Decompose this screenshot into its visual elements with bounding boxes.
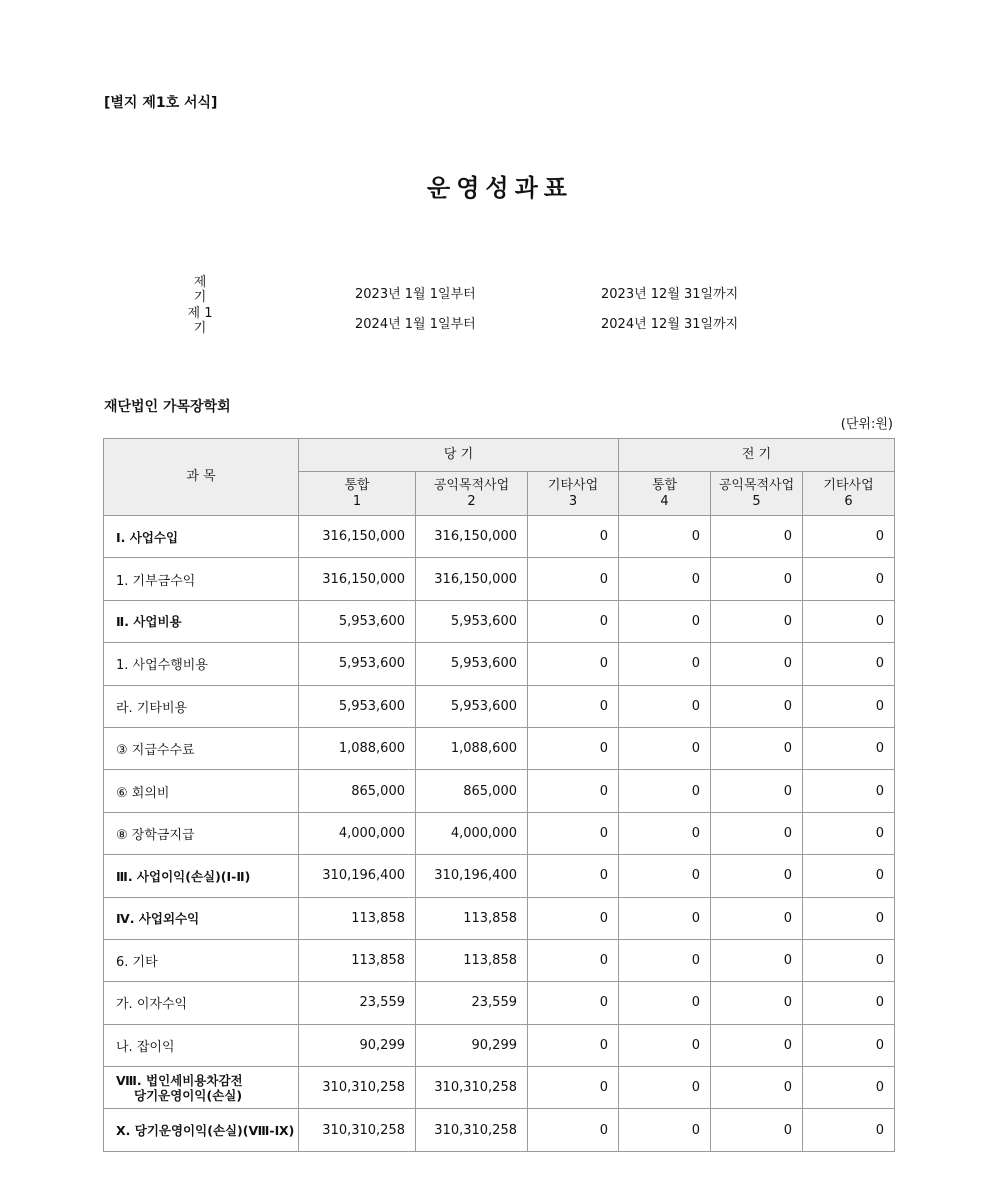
table-cell: 0 [528, 1109, 619, 1151]
column-header-number: 3 [568, 493, 578, 509]
table-cell: 4,000,000 [416, 812, 528, 854]
table-cell: 0 [528, 939, 619, 981]
table-cell: 23,559 [299, 982, 416, 1024]
table-cell: 5,953,600 [416, 643, 528, 685]
previous-period-label-line1: 제 [193, 275, 207, 290]
previous-period-header: 전 기 [619, 439, 895, 472]
table-cell: 113,858 [299, 897, 416, 939]
table-cell: 0 [528, 727, 619, 769]
table-cell: 0 [711, 770, 803, 812]
table-cell: 0 [528, 600, 619, 642]
column-header-name: 공익목적사업 [718, 477, 795, 493]
table-cell: 0 [528, 643, 619, 685]
table-row [104, 558, 895, 600]
column-header-name: 통합 [344, 477, 370, 493]
column-header-number: 5 [752, 493, 761, 509]
table-cell: 0 [619, 1109, 711, 1151]
operating-results-table [103, 438, 895, 1152]
table-cell: 4,000,000 [299, 812, 416, 854]
row-label: 1. 사업수행비용 [104, 643, 299, 685]
row-label: 가. 이자수익 [104, 982, 299, 1024]
table-cell: 865,000 [299, 770, 416, 812]
unit-label: (단위:원) [840, 417, 893, 432]
table-cell: 0 [803, 1024, 895, 1066]
row-label: ⑥ 회의비 [104, 770, 299, 812]
table-cell: 0 [528, 1067, 619, 1109]
table-cell: 310,310,258 [299, 1067, 416, 1109]
table-cell: 5,953,600 [299, 643, 416, 685]
column-header-name: 공익목적사업 [433, 477, 510, 493]
table-row [104, 600, 895, 642]
previous-period-label-line2: 기 [193, 290, 207, 305]
table-cell: 0 [803, 770, 895, 812]
table-cell: 0 [711, 558, 803, 600]
table-cell: 1,088,600 [416, 727, 528, 769]
table-cell: 0 [803, 939, 895, 981]
table-cell: 0 [711, 600, 803, 642]
current-period-to: 2024년 12월 31일까지 [601, 317, 739, 332]
table-cell: 0 [711, 643, 803, 685]
column-header-number: 6 [844, 493, 853, 509]
row-label: Ⅲ. 사업이익(손실)(Ⅰ-Ⅱ) [104, 855, 299, 897]
table-cell: 310,196,400 [299, 855, 416, 897]
table-cell: 0 [619, 600, 711, 642]
table-cell: 0 [619, 1067, 711, 1109]
current-period-label-line1: 제 1 [187, 306, 213, 321]
table-cell: 0 [711, 685, 803, 727]
table-cell: 0 [711, 1109, 803, 1151]
table-cell: 0 [528, 812, 619, 854]
table-cell: 316,150,000 [416, 558, 528, 600]
table-row [104, 685, 895, 727]
column-header [528, 472, 619, 516]
table-row [104, 982, 895, 1024]
table-cell: 5,953,600 [416, 600, 528, 642]
table-row [104, 812, 895, 854]
table-cell: 0 [711, 897, 803, 939]
column-header-name: 통합 [651, 477, 678, 493]
table-cell: 0 [528, 685, 619, 727]
table-cell: 113,858 [416, 939, 528, 981]
table-cell: 1,088,600 [299, 727, 416, 769]
table-cell: 0 [619, 516, 711, 558]
row-label: ③ 지급수수료 [104, 727, 299, 769]
table-cell: 0 [803, 812, 895, 854]
table-cell: 0 [803, 600, 895, 642]
table-cell: 0 [711, 855, 803, 897]
table-cell: 316,150,000 [416, 516, 528, 558]
column-header-number: 2 [467, 493, 476, 509]
previous-period-label [170, 275, 230, 305]
row-label [104, 1067, 299, 1109]
table-cell: 113,858 [299, 939, 416, 981]
column-header [299, 472, 416, 516]
row-label: 라. 기타비용 [104, 685, 299, 727]
table-cell: 0 [803, 643, 895, 685]
table-row [104, 1024, 895, 1066]
row-label: 나. 잡이익 [104, 1024, 299, 1066]
table-cell: 0 [803, 982, 895, 1024]
table-cell: 865,000 [416, 770, 528, 812]
column-header [803, 472, 895, 516]
form-number-label: [별지 제1호 서식] [104, 95, 218, 111]
table-cell: 0 [711, 1067, 803, 1109]
column-header [416, 472, 528, 516]
table-cell: 0 [619, 812, 711, 854]
row-label-line2: 당기운영이익(손실) [134, 1087, 243, 1103]
table-cell: 0 [803, 1109, 895, 1151]
table-row [104, 516, 895, 558]
row-label: 1. 기부금수익 [104, 558, 299, 600]
page-title: 운영성과표 [427, 174, 573, 202]
table-cell: 0 [711, 939, 803, 981]
table-cell: 23,559 [416, 982, 528, 1024]
column-header [711, 472, 803, 516]
column-header-name: 기타사업 [823, 477, 874, 493]
row-label: Ⅹ. 당기운영이익(손실)(Ⅷ-Ⅸ) [104, 1109, 299, 1151]
row-label: Ⅰ. 사업수입 [104, 516, 299, 558]
table-cell: 0 [528, 855, 619, 897]
previous-period-from: 2023년 1월 1일부터 [355, 287, 476, 302]
column-header-name: 기타사업 [547, 477, 599, 493]
table-row [104, 1067, 895, 1109]
table-cell: 0 [619, 727, 711, 769]
table-cell: 0 [711, 727, 803, 769]
table-cell: 0 [619, 897, 711, 939]
table-row [104, 727, 895, 769]
table-cell: 0 [711, 1024, 803, 1066]
table-cell: 5,953,600 [299, 685, 416, 727]
table-cell: 0 [528, 558, 619, 600]
table-cell: 0 [711, 812, 803, 854]
table-cell: 0 [619, 855, 711, 897]
table-cell: 0 [619, 643, 711, 685]
table-cell: 0 [803, 685, 895, 727]
table-cell: 0 [528, 770, 619, 812]
table-cell: 5,953,600 [299, 600, 416, 642]
previous-period-to: 2023년 12월 31일까지 [601, 287, 739, 302]
current-period-header: 당 기 [299, 439, 619, 472]
table-cell: 0 [711, 982, 803, 1024]
column-header-number: 4 [660, 493, 669, 509]
table-cell: 0 [619, 982, 711, 1024]
table-cell: 310,310,258 [416, 1067, 528, 1109]
table-cell: 0 [619, 770, 711, 812]
table-cell: 0 [803, 897, 895, 939]
table-cell: 90,299 [299, 1024, 416, 1066]
table-cell: 90,299 [416, 1024, 528, 1066]
table-cell: 5,953,600 [416, 685, 528, 727]
table-row [104, 1109, 895, 1151]
table-cell: 0 [528, 982, 619, 1024]
column-header [619, 472, 711, 516]
table-cell: 316,150,000 [299, 558, 416, 600]
table-row [104, 939, 895, 981]
table-cell: 0 [803, 727, 895, 769]
row-label: 6. 기타 [104, 939, 299, 981]
row-label-line1: Ⅷ. 법인세비용차감전 [116, 1072, 243, 1088]
table-cell: 0 [528, 897, 619, 939]
table-row [104, 770, 895, 812]
table-cell: 0 [619, 939, 711, 981]
current-period-from: 2024년 1월 1일부터 [355, 317, 476, 332]
table-row [104, 897, 895, 939]
column-header-number: 1 [352, 493, 362, 509]
table-cell: 0 [619, 1024, 711, 1066]
table-row [104, 855, 895, 897]
table-cell: 316,150,000 [299, 516, 416, 558]
table-cell: 113,858 [416, 897, 528, 939]
table-cell: 0 [619, 558, 711, 600]
table-row [104, 643, 895, 685]
current-period-label [170, 306, 230, 336]
row-label: Ⅱ. 사업비용 [104, 600, 299, 642]
row-label: Ⅳ. 사업외수익 [104, 897, 299, 939]
current-period-label-line2: 기 [193, 321, 207, 336]
table-cell: 0 [711, 516, 803, 558]
table-cell: 0 [803, 516, 895, 558]
subject-header: 과 목 [104, 439, 299, 516]
table-cell: 0 [803, 855, 895, 897]
table-cell: 0 [803, 1067, 895, 1109]
table-cell: 310,310,258 [299, 1109, 416, 1151]
table-cell: 310,196,400 [416, 855, 528, 897]
table-cell: 0 [528, 516, 619, 558]
table-cell: 310,310,258 [416, 1109, 528, 1151]
table-cell: 0 [803, 558, 895, 600]
table-cell: 0 [619, 685, 711, 727]
row-label: ⑧ 장학금지급 [104, 812, 299, 854]
table-cell: 0 [528, 1024, 619, 1066]
organization-name: 재단법인 가목장학회 [104, 399, 231, 415]
